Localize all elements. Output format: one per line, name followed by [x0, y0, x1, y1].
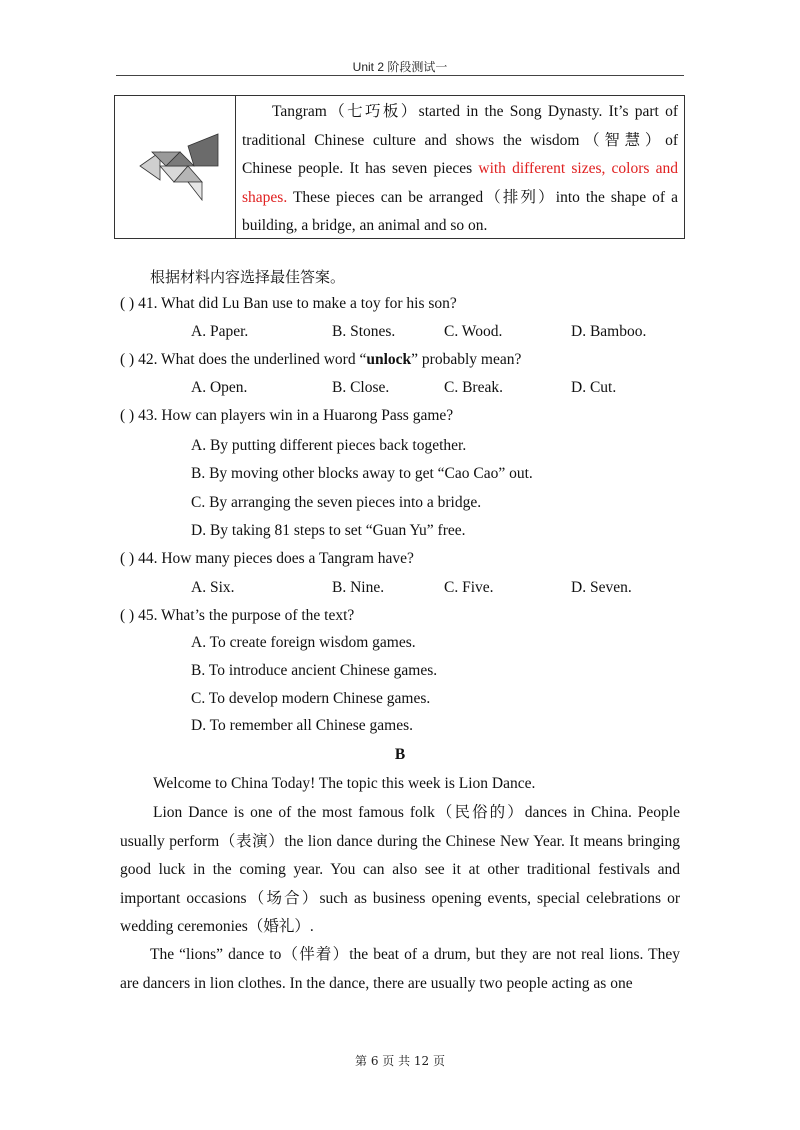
q41-option-b: B. Stones.	[332, 323, 396, 340]
question-42	[120, 351, 521, 369]
tangram-text-highlight: with different sizes, colors and shapes.	[242, 160, 678, 206]
passage-b-paragraph-3: The “lions” dance to（伴着）the beat of a drum, but they are not real lions. They are dancers in lion clothes. In the dance, there are usually two people acting as one	[120, 946, 680, 992]
q43-option-a: A. By putting different pieces back together.	[191, 437, 467, 454]
q44-option-c: C. Five.	[444, 579, 494, 596]
question-45: ( ) 45. What’s the purpose of the text?	[120, 607, 355, 624]
q42-text-post: ” probably mean?	[411, 351, 522, 368]
q45-option-d: D. To remember all Chinese games.	[191, 717, 414, 734]
q41-option-c: C. Wood.	[444, 323, 503, 340]
tangram-image-cell	[115, 96, 236, 238]
header-divider	[116, 75, 684, 76]
tangram-paragraph	[236, 96, 684, 238]
q42-bold-word: unlock	[366, 351, 412, 368]
q41-option-d: D. Bamboo.	[571, 323, 647, 340]
question-44: ( ) 44. How many pieces does a Tangram have?	[120, 550, 414, 567]
page-header: Unit 2 阶段测试一	[352, 60, 448, 74]
question-43: ( ) 43. How can players win in a Huarong Pass game?	[120, 407, 454, 424]
question-41: ( ) 41. What did Lu Ban use to make a toy for his son?	[120, 295, 457, 312]
q43-option-c: C. By arranging the seven pieces into a bridge.	[191, 494, 482, 511]
q42-option-a: A. Open.	[191, 379, 248, 396]
q42-option-b: B. Close.	[332, 379, 390, 396]
q45-option-b: B. To introduce ancient Chinese games.	[191, 662, 438, 679]
q44-option-d: D. Seven.	[571, 579, 632, 596]
tangram-text-before: Tangram（七巧板）started in the Song Dynasty. It’s part of traditional Chinese culture and shows the wisdom（智慧）of Chinese people. It has seven pieces	[242, 103, 678, 177]
passage-b-paragraph-1: Welcome to China Today! The topic this week is Lion Dance.	[153, 775, 536, 792]
tangram-text-after: These pieces can be arranged（排列）into the shape of a building, a bridge, an animal and so on.	[242, 188, 678, 234]
tangram-airplane-icon	[130, 130, 220, 204]
tangram-info-box	[114, 95, 685, 239]
q43-option-d: D. By taking 81 steps to set “Guan Yu” free.	[191, 522, 466, 539]
q42-option-c: C. Break.	[444, 379, 503, 396]
q45-option-a: A. To create foreign wisdom games.	[191, 634, 416, 651]
page-footer: 第 6 页 共 12 页	[355, 1054, 445, 1068]
q42-option-d: D. Cut.	[571, 379, 617, 396]
section-heading-b: B	[394, 746, 406, 763]
q44-option-b: B. Nine.	[332, 579, 385, 596]
q41-option-a: A. Paper.	[191, 323, 249, 340]
instruction-text: 根据材料内容选择最佳答案。	[150, 268, 346, 286]
q42-text-pre: ( ) 42. What does the underlined word “	[120, 351, 367, 368]
passage-b-paragraph-2: Lion Dance is one of the most famous folk（民俗的）dances in China. People usually perform（表演）the lion dance during the Chinese New Year. It means bringing good luck in the coming year. You can also see it at other traditional festivals and important occasions（场合）such as business opening events, special celebrations or wedding ceremonies（婚礼）.	[120, 804, 680, 935]
q44-option-a: A. Six.	[191, 579, 235, 596]
q45-option-c: C. To develop modern Chinese games.	[191, 690, 431, 707]
q43-option-b: B. By moving other blocks away to get “Cao Cao” out.	[191, 465, 533, 482]
